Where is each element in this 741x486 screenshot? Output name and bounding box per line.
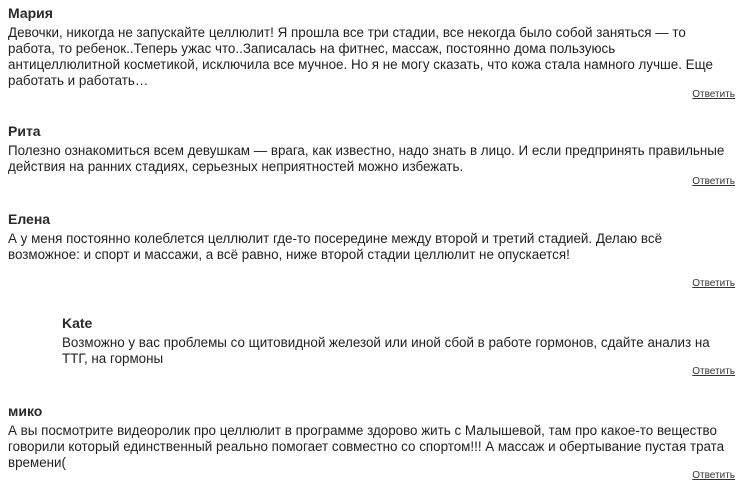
comment-text: А вы посмотрите видеоролик про целлюлит в программе здорово жить с Малышевой, там про какое-то вещество говорили который единственный реально помогает совместно со спортом!!! А массаж и обертывание пустая трата времени(	[8, 423, 725, 470]
comment-kate-reply	[62, 314, 735, 380]
comment-maria	[8, 4, 735, 104]
comment-rita	[8, 122, 735, 186]
comment-text: Полезно ознакомиться всем девушкам — врага, как известно, надо знать в лицо. И если предпринять правильные действия на ранних стадиях, серьезных неприятностей можно избежать.	[8, 143, 725, 174]
reply-link[interactable]: Ответить	[692, 366, 735, 377]
reply-link[interactable]: Ответить	[692, 89, 735, 100]
reply-link[interactable]: Ответить	[692, 176, 735, 187]
comment-author: Елена	[8, 211, 51, 227]
reply-link[interactable]: Ответить	[692, 470, 735, 481]
comment-text: Девочки, никогда не запускайте целлюлит! Я прошла все три стадии, все некогда было собой заняться — то работа, то ребенок..Теперь ужас что..Записалась на фитнес, массаж, постоянно дома пользуюсь антицеллюлитной косметикой, исключила все мучное. Но я не могу сказать, что кожа стала намного лучше. Еще работать и работать…	[8, 25, 713, 88]
comment-author: Kate	[62, 315, 93, 331]
comment-text: А у меня постоянно колеблется целлюлит где-то посередине между второй и третий стадией. Делаю всё возможное: и спорт и массажи, а всё равно, ниже второй стадии целлюлит не опускается!	[8, 231, 663, 262]
comment-elena	[8, 210, 735, 292]
reply-link[interactable]: Ответить	[692, 278, 735, 289]
comment-author: Мария	[8, 5, 53, 21]
comment-author: Рита	[8, 123, 41, 139]
comment-miko	[8, 402, 735, 484]
comment-author: мико	[8, 403, 43, 419]
comment-text: Возможно у вас проблемы со щитовидной железой или иной сбой в работе гормонов, сдайте анализ на ТТГ, на гормоны	[62, 335, 710, 366]
